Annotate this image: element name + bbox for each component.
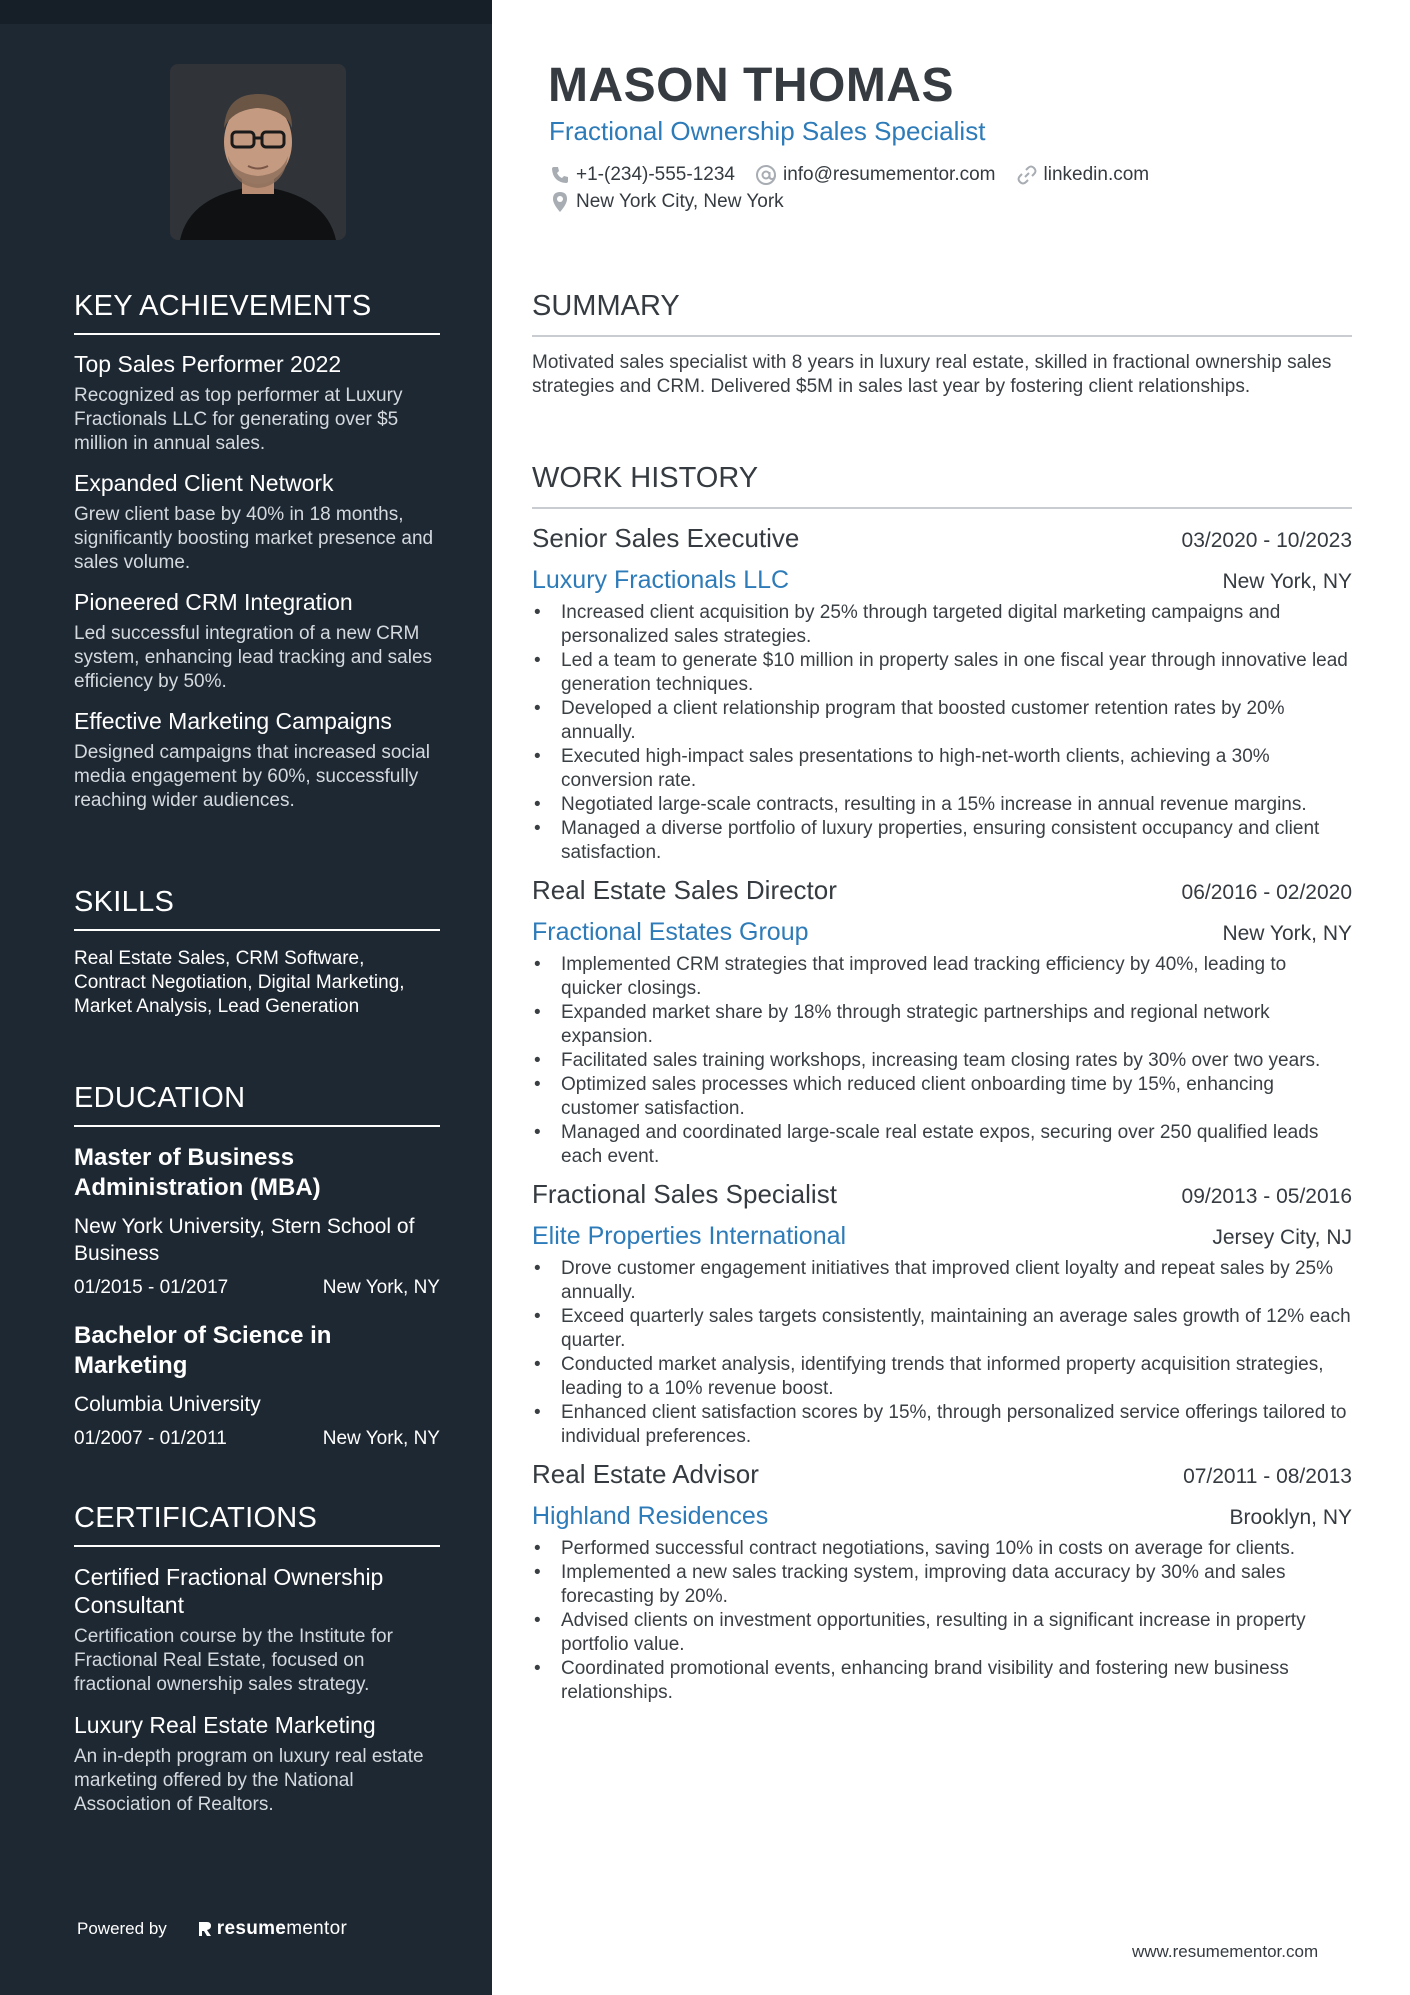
job-header: [532, 875, 1352, 906]
job-bullet: • Enhanced client satisfaction scores by 15%, through personalized service offerings tailored to individual preferences.: [532, 1401, 1352, 1449]
brand-logo-icon: [197, 1920, 213, 1938]
achievements-heading: KEY ACHIEVEMENTS: [74, 290, 440, 335]
job-company: Fractional Estates Group: [532, 918, 809, 946]
achievement-desc: Grew client base by 40% in 18 months, significantly boosting market presence and sales volume.: [74, 504, 434, 573]
achievement-title: Effective Marketing Campaigns: [74, 708, 392, 734]
job-company: Highland Residences: [532, 1502, 769, 1530]
contact-row-location: [550, 191, 804, 213]
certification-desc: Certification course by the Institute for Fractional Real Estate, focused on fractional ownership sales strategy.: [74, 1626, 393, 1695]
job-title: Real Estate Sales Director: [532, 875, 837, 905]
education-location: New York, NY: [322, 1277, 440, 1298]
job-bullet: • Developed a client relationship program that boosted customer retention rates by 20% annually.: [532, 697, 1352, 745]
job-bullet: • Implemented a new sales tracking system, improving data accuracy by 30% and sales forecasting by 20%.: [532, 1561, 1352, 1609]
job-dates: 03/2020 - 10/2023: [1181, 529, 1352, 552]
achievement-title: Expanded Client Network: [74, 470, 334, 496]
job-bullet: • Advised clients on investment opportunities, resulting in a significant increase in property portfolio value.: [532, 1609, 1352, 1657]
education-section: [74, 1082, 440, 1462]
skills-list: Real Estate Sales, CRM Software, Contract Negotiation, Digital Marketing, Market Analysis, Lead Generation: [74, 948, 405, 1017]
achievement-desc: Designed campaigns that increased social media engagement by 60%, successfully reaching wider audiences.: [74, 742, 430, 811]
job-location: New York, NY: [1222, 922, 1352, 945]
job-header: [532, 523, 1352, 554]
job-bullets: [532, 1537, 1352, 1705]
achievements-section: [74, 290, 440, 827]
job-header: [532, 1179, 1352, 1210]
achievement-item: [74, 589, 440, 694]
candidate-name: MASON THOMAS: [548, 59, 954, 112]
sidebar: [0, 0, 492, 1995]
education-school: Columbia University: [74, 1393, 261, 1416]
work-history-section: [532, 462, 1352, 1715]
location-pin-icon: [550, 191, 570, 213]
work-history-heading: WORK HISTORY: [532, 462, 1352, 509]
job-dates: 09/2013 - 05/2016: [1181, 1185, 1352, 1208]
achievement-desc: Recognized as top performer at Luxury Fractionals LLC for generating over $5 million in annual sales.: [74, 385, 403, 454]
job-bullets: [532, 601, 1352, 865]
job-location: Jersey City, NJ: [1212, 1226, 1352, 1249]
job-bullet: • Drove customer engagement initiatives that improved client loyalty and repeat sales by 25% annually.: [532, 1257, 1352, 1305]
certifications-section: [74, 1502, 440, 1831]
job-bullet: • Exceed quarterly sales targets consistently, maintaining an average sales growth of 12% each quarter.: [532, 1305, 1352, 1353]
job-entry: [532, 1179, 1352, 1449]
job-bullets: [532, 1257, 1352, 1449]
job-subheader: [532, 566, 1352, 595]
contact-linkedin[interactable]: [1016, 164, 1150, 186]
certification-desc: An in-depth program on luxury real estate marketing offered by the National Association of Realtors.: [74, 1746, 424, 1815]
phone-text: +1-(234)-555-1234: [576, 164, 735, 185]
certification-title: Luxury Real Estate Marketing: [74, 1712, 376, 1738]
job-bullet: • Performed successful contract negotiations, saving 10% in costs on average for clients.: [532, 1537, 1352, 1561]
contact-location: [550, 191, 784, 213]
education-heading: EDUCATION: [74, 1082, 440, 1127]
education-school: New York University, Stern School of Business: [74, 1215, 415, 1265]
link-icon: [1016, 164, 1038, 186]
contact-phone[interactable]: [550, 164, 735, 186]
job-subheader: [532, 1502, 1352, 1531]
achievement-desc: Led successful integration of a new CRM system, enhancing lead tracking and sales efficiency by 50%.: [74, 623, 433, 692]
achievement-item: [74, 351, 440, 456]
skills-section: [74, 886, 440, 1019]
powered-by: [77, 1918, 347, 1940]
profile-photo-image: [170, 64, 346, 240]
profile-photo: [170, 64, 346, 240]
job-bullet: • Managed a diverse portfolio of luxury properties, ensuring consistent occupancy and client satisfaction.: [532, 817, 1352, 865]
brand-logo[interactable]: [197, 1918, 347, 1940]
achievement-item: [74, 708, 440, 813]
powered-by-label: Powered by: [77, 1919, 167, 1938]
phone-icon: [550, 165, 570, 185]
job-title: Real Estate Advisor: [532, 1459, 759, 1489]
job-bullet: • Increased client acquisition by 25% through targeted digital marketing campaigns and personalized sales strategies.: [532, 601, 1352, 649]
achievement-item: [74, 470, 440, 575]
job-entry: [532, 1459, 1352, 1705]
job-bullet: • Managed and coordinated large-scale real estate expos, securing over 250 qualified leads each event.: [532, 1121, 1352, 1169]
achievement-title: Pioneered CRM Integration: [74, 589, 353, 615]
job-title: Senior Sales Executive: [532, 523, 800, 553]
job-bullet: • Facilitated sales training workshops, increasing team closing rates by 30% over two years.: [532, 1049, 1352, 1073]
contact-email[interactable]: [755, 164, 996, 186]
education-dates: 01/2015 - 01/2017: [74, 1277, 229, 1298]
email-text: info@resumementor.com: [782, 164, 996, 185]
job-bullet: • Executed high-impact sales presentations to high-net-worth clients, achieving a 30% conversion rate.: [532, 745, 1352, 793]
summary-text: Motivated sales specialist with 8 years in luxury real estate, skilled in fractional ownership sales strategies and CRM. Delivered $5M in sales last year by fostering client relationships.: [532, 352, 1332, 397]
education-degree: Master of Business Administration (MBA): [74, 1144, 321, 1201]
job-entry: [532, 875, 1352, 1169]
job-subheader: [532, 918, 1352, 947]
job-title: Fractional Sales Specialist: [532, 1179, 837, 1209]
education-location: New York, NY: [322, 1428, 440, 1449]
job-dates: 07/2011 - 08/2013: [1183, 1465, 1352, 1488]
summary-heading: SUMMARY: [532, 290, 1352, 337]
job-bullet: • Led a team to generate $10 million in property sales in one fiscal year through innovative lead generation techniques.: [532, 649, 1352, 697]
certifications-heading: CERTIFICATIONS: [74, 1502, 440, 1547]
job-bullet: • Optimized sales processes which reduced client onboarding time by 15%, enhancing customer satisfaction.: [532, 1073, 1352, 1121]
education-item: [74, 1321, 440, 1450]
candidate-title: Fractional Ownership Sales Specialist: [549, 116, 986, 146]
job-bullet: • Expanded market share by 18% through strategic partnerships and regional network expansion.: [532, 1001, 1352, 1049]
linkedin-text: linkedin.com: [1043, 164, 1150, 185]
footer-website-link[interactable]: www.resumementor.com: [1132, 1942, 1319, 1961]
job-company: Luxury Fractionals LLC: [532, 566, 790, 594]
job-dates: 06/2016 - 02/2020: [1181, 881, 1352, 904]
certification-item: [74, 1563, 440, 1697]
job-bullet: • Negotiated large-scale contracts, resulting in a 15% increase in annual revenue margins.: [532, 793, 1352, 817]
job-header: [532, 1459, 1352, 1490]
skills-heading: SKILLS: [74, 886, 440, 931]
location-text: New York City, New York: [576, 191, 784, 212]
sidebar-top-strip: [0, 0, 492, 24]
job-bullet: • Coordinated promotional events, enhancing brand visibility and fostering new business relationships.: [532, 1657, 1352, 1705]
at-icon: [755, 164, 777, 186]
certification-item: [74, 1711, 440, 1817]
achievement-title: Top Sales Performer 2022: [74, 351, 342, 377]
summary-section: [532, 290, 1352, 399]
job-subheader: [532, 1222, 1352, 1251]
education-degree: Bachelor of Science in Marketing: [74, 1322, 332, 1379]
education-meta: [74, 1428, 440, 1450]
brand-name-light: mentor: [286, 1918, 348, 1939]
job-bullet: • Conducted market analysis, identifying trends that informed property acquisition strategies, leading to a 10% revenue boost.: [532, 1353, 1352, 1401]
education-meta: [74, 1277, 440, 1299]
contact-row: [550, 164, 1169, 186]
job-bullets: [532, 953, 1352, 1169]
job-bullet: • Implemented CRM strategies that improved lead tracking efficiency by 40%, leading to quicker closings.: [532, 953, 1352, 1001]
job-location: New York, NY: [1222, 570, 1352, 593]
education-dates: 01/2007 - 01/2011: [74, 1428, 227, 1449]
job-company: Elite Properties International: [532, 1222, 847, 1250]
certification-title: Certified Fractional Ownership Consultant: [74, 1564, 384, 1618]
education-item: [74, 1143, 440, 1299]
job-entry: [532, 523, 1352, 865]
job-location: Brooklyn, NY: [1229, 1506, 1352, 1529]
brand-name-bold: resume: [216, 1918, 287, 1939]
